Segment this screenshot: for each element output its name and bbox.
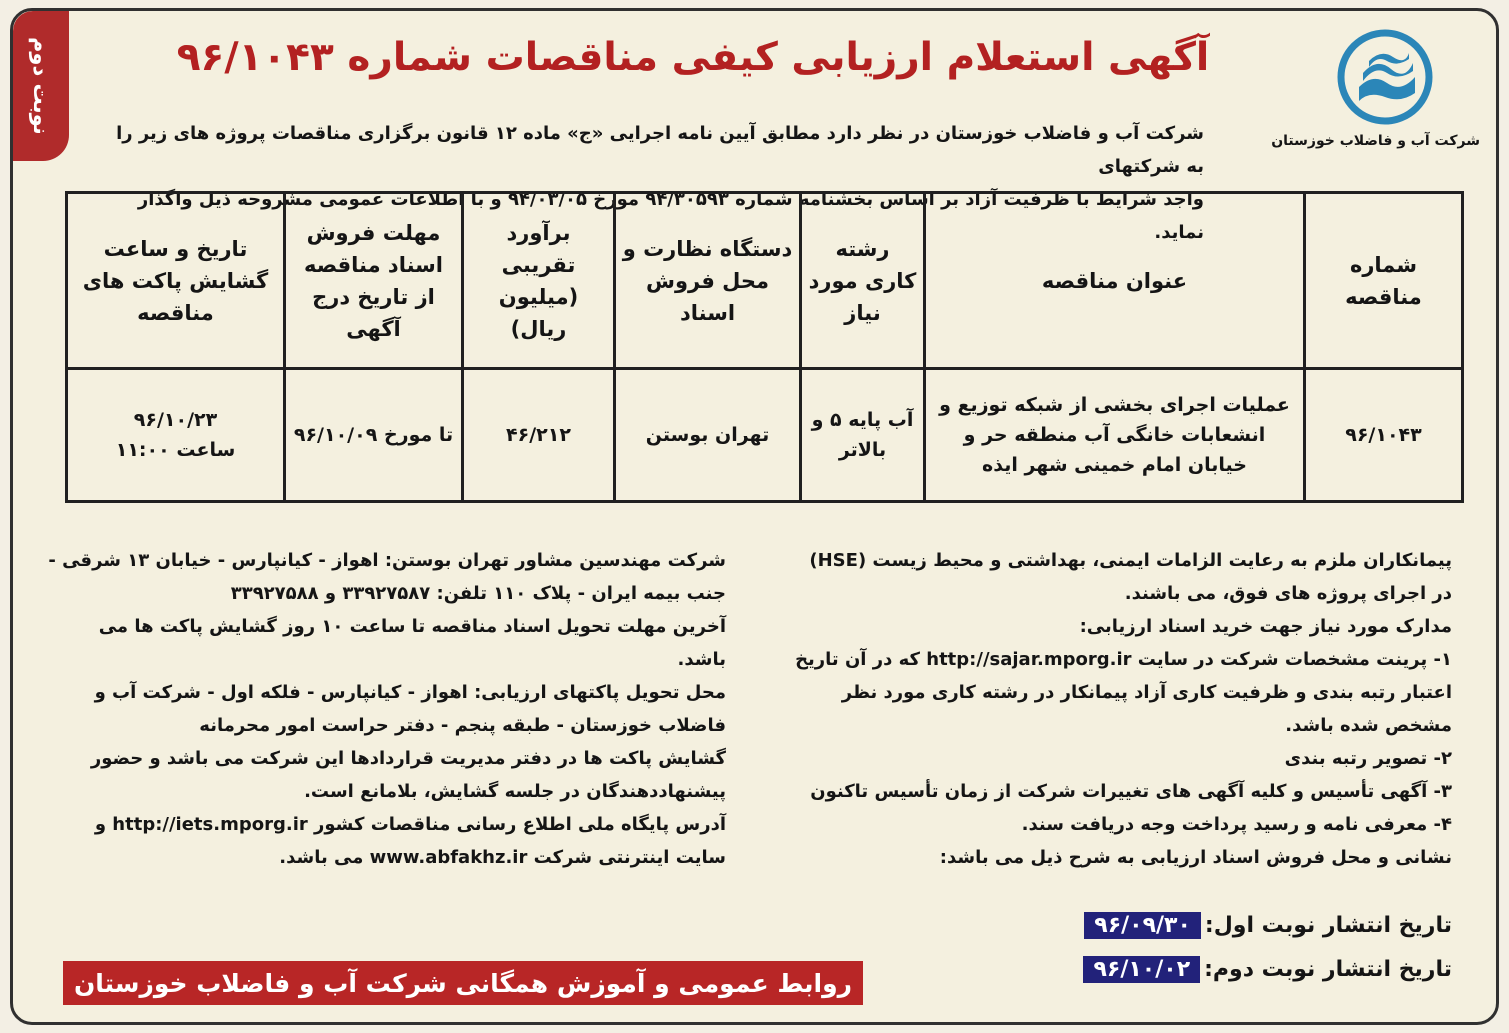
header-opening: تاریخ و ساعت گشایش پاکت های مناقصه	[67, 193, 285, 369]
table-row	[67, 369, 1463, 502]
intro-line-2: واجد شرایط با ظرفیت آزاد بر اساس بخشنامه شماره ۹۴/۳۰۵۹۳ مورخ ۹۴/۰۳/۰۵ و با اطلاعات عمومی مشروحه ذیل واگذار نماید.	[137, 189, 1204, 243]
header-tender-number: شماره مناقصه	[1305, 193, 1463, 369]
header-supervisor: دستگاه نظارت و محل فروش اسناد	[615, 193, 801, 369]
footer-text: روابط عمومی و آموزش همگانی شرکت آب و فاضلاب خوزستان	[73, 968, 853, 998]
cell-deadline: تا مورخ ۹۶/۱۰/۰۹	[285, 369, 463, 502]
publication-first	[1084, 913, 1452, 938]
header-field: رشته کاری مورد نیاز	[801, 193, 925, 369]
round-badge	[13, 11, 69, 161]
address-column	[46, 544, 726, 874]
doc-item-3: ۳- آگهی تأسیس و کلیه آگهی های تغییرات شرکت از زمان تأسیس تاکنون	[810, 781, 1452, 802]
intro-line-1: شرکت آب و فاضلاب خوزستان در نظر دارد مطابق آیین نامه اجرایی «ج» ماده ۱۲ قانون برگزاری مناقصات پروژه های زیر را به شرکتهای	[116, 123, 1204, 177]
table-header-row	[67, 193, 1463, 369]
publication-first-date: ۹۶/۰۹/۳۰	[1084, 912, 1201, 939]
consultant-address: شرکت مهندسین مشاور تهران بوستن: اهواز - کیانپارس - خیابان ۱۳ شرقی - جنب بیمه ایران - پلاک ۱۱۰ تلفن: ۳۳۹۲۷۵۸۷ و ۳۳۹۲۷۵۸۸	[48, 550, 726, 604]
opening-note: گشایش پاکت ها در دفتر مدیریت قراردادها این شرکت می باشد و حضور پیشنهاددهندگان در جلسه گشایش، بلامانع است.	[90, 748, 726, 802]
requirements-column	[786, 544, 1452, 874]
header-deadline: مهلت فروش اسناد مناقصه از تاریخ درج آگهی	[285, 193, 463, 369]
header-subject: عنوان مناقصه	[925, 193, 1305, 369]
publication-second	[1083, 957, 1452, 982]
page-title: آگهی استعلام ارزیابی کیفی مناقصات شماره ۹۶/۱۰۴۳	[176, 35, 1210, 80]
cell-estimate: ۴۶/۲۱۲	[463, 369, 615, 502]
doc-item-1: ۱- پرینت مشخصات شرکت در سایت http://sajar.mporg.ir که در آن تاریخ اعتبار رتبه بندی و ظرفیت کاری آزاد پیمانکار در رشته کاری مورد نظر مشخص شده باشد.	[795, 649, 1452, 736]
doc-item-4: ۴- معرفی نامه و رسید پرداخت وجه دریافت سند.	[1021, 814, 1452, 835]
docs-heading: مدارک مورد نیاز جهت خرید اسناد ارزیابی:	[1079, 616, 1452, 637]
ad-frame	[10, 8, 1499, 1025]
cell-tender-number: ۹۶/۱۰۴۳	[1305, 369, 1463, 502]
logo-caption: شرکت آب و فاضلاب خوزستان	[1271, 133, 1480, 149]
footer-banner	[63, 961, 863, 1005]
publication-second-label: تاریخ انتشار نوبت دوم:	[1204, 957, 1452, 982]
publication-second-date: ۹۶/۱۰/۰۲	[1083, 956, 1200, 983]
round-badge-label: نوبت دوم	[29, 37, 53, 135]
cell-opening	[67, 369, 285, 502]
address-intro: نشانی و محل فروش اسناد ارزیابی به شرح ذیل می باشد:	[939, 847, 1452, 868]
delivery-deadline: آخرین مهلت تحویل اسناد مناقصه تا ساعت ۱۰ روز گشایش پاکت ها می باشد.	[98, 616, 726, 670]
doc-item-2: ۲- تصویر رتبه بندی	[1284, 748, 1452, 769]
websites-note: آدرس پایگاه ملی اطلاع رسانی مناقصات کشور http://iets.mporg.ir و سایت اینترنتی شرکت www.abfakhz.ir می باشد.	[94, 814, 726, 868]
opening-date: ۹۶/۱۰/۲۳	[133, 409, 218, 431]
cell-field: آب پایه ۵ و بالاتر	[801, 369, 925, 502]
header-estimate: برآورد تقریبی (میلیون ریال)	[463, 193, 615, 369]
opening-time: ساعت ۱۱:۰۰	[115, 439, 236, 461]
company-logo	[1271, 27, 1480, 177]
tender-table	[65, 191, 1464, 503]
delivery-location: محل تحویل پاکتهای ارزیابی: اهواز - کیانپارس - فلکه اول - شرکت آب و فاضلاب خوزستان - طبقه پنجم - دفتر حراست امور محرمانه	[94, 682, 726, 736]
water-drop-logo-icon	[1329, 27, 1441, 127]
hse-text: پیمانکاران ملزم به رعایت الزامات ایمنی، بهداشتی و محیط زیست (HSE) در اجرای پروژه های فوق، می باشند.	[809, 550, 1452, 604]
cell-supervisor: تهران بوستن	[615, 369, 801, 502]
cell-subject: عملیات اجرای بخشی از شبکه توزیع و انشعابات خانگی آب منطقه حر و خیابان امام خمینی شهر ایذه	[925, 369, 1305, 502]
publication-first-label: تاریخ انتشار نوبت اول:	[1204, 913, 1452, 938]
